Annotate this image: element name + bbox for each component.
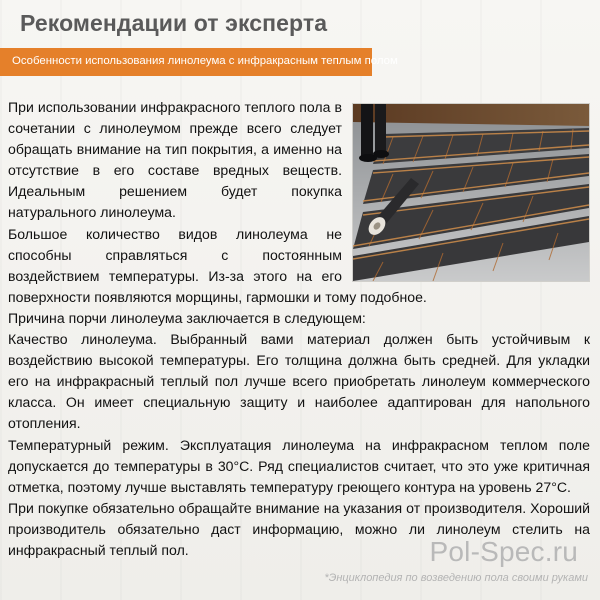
- paragraph: Качество линолеума. Выбранный вами материал должен быть устойчивым к воздействию высокой температуры. Его толщина должна быть средней. Для укладки его на инфракрасный теплый пол лучше всего приобретать линолеум коммерческого класса. Он имеет специальную защиту и наиболее адаптирован для напольного отопления.: [8, 331, 590, 432]
- paragraph: При использовании инфракрасного теплого пола в сочетании с линолеумом прежде всего следует обращать внимание на тип покрытия, а именно на отсутствие в его составе вредных веществ. Идеальным решением будет покупка натурального линолеума.: [8, 99, 342, 221]
- subtitle-text: Особенности использования линолеума с инфракрасным теплым полом: [12, 55, 398, 67]
- paragraph: Причина порчи линолеума заключается в следующем:: [8, 309, 366, 326]
- page-title: Рекомендации от эксперта: [20, 10, 328, 36]
- site-watermark: Pol-Spec.ru: [429, 536, 578, 567]
- subtitle-banner: [0, 48, 398, 76]
- footer-caption: *Энциклопедия по возведению пола своими руками: [324, 572, 588, 584]
- article-body: [8, 97, 590, 561]
- paragraph: Температурный режим. Эксплуатация линолеума на инфракрасном теплом поле допускается до температуры в 30°С. Ряд специалистов считает, что это уже критичная отметка, поэтому лучше выставлять температуру греющего контура на уровень 27°С.: [8, 436, 590, 495]
- paragraph: Большое количество видов линолеума не способны справляться с постоянным воздействием температуры. Из-за этого на его поверхности появляются морщины, гармошки и тому подобное.: [8, 225, 427, 305]
- paragraph: При покупке обязательно обращайте внимание на указания от производителя. Хороший производитель обязательно даст информацию, можно ли линолеум стелить на инфракрасный теплый пол.: [8, 499, 590, 558]
- photo-spacer: [342, 97, 590, 283]
